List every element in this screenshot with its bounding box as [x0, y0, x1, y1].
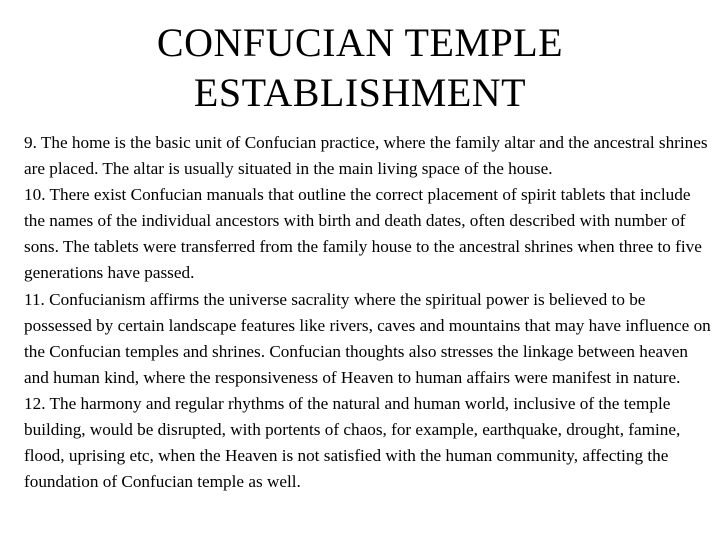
paragraph-10: 10. There exist Confucian manuals that outline the correct placement of spirit tablets that include the names of the individual ancestors with birth and death dates, often described with number of sons. The tablets were transferred from the family house to the ancestral shrines when three to five generations have passed. [24, 185, 702, 283]
slide-body [24, 130, 714, 495]
paragraph-12: 12. The harmony and regular rhythms of the natural and human world, inclusive of the temple building, would be disrupted, with portents of chaos, for example, earthquake, drought, famine, flood, uprising etc, when the Heaven is not satisfied with the human community, affecting the foundation of Confucian temple as well. [24, 393, 681, 492]
title-line-2: ESTABLISHMENT [193, 70, 527, 115]
paragraph-11: 11. Confucianism affirms the universe sacrality where the spiritual power is believed to be possessed by certain landscape features like rivers, caves and mountains that may have influence on the Confucian temples and shrines. Confucian thoughts also stresses the linkage between heaven and human kind, where the responsiveness of Heaven to human affairs were manifest in nature. [24, 289, 711, 387]
title-line-1: CONFUCIAN TEMPLE [156, 20, 564, 65]
slide-title [0, 18, 720, 118]
paragraph-9: 9. The home is the basic unit of Confucian practice, where the family altar and the ancestral shrines are placed. The altar is usually situated in the main living space of the house. [24, 133, 708, 179]
